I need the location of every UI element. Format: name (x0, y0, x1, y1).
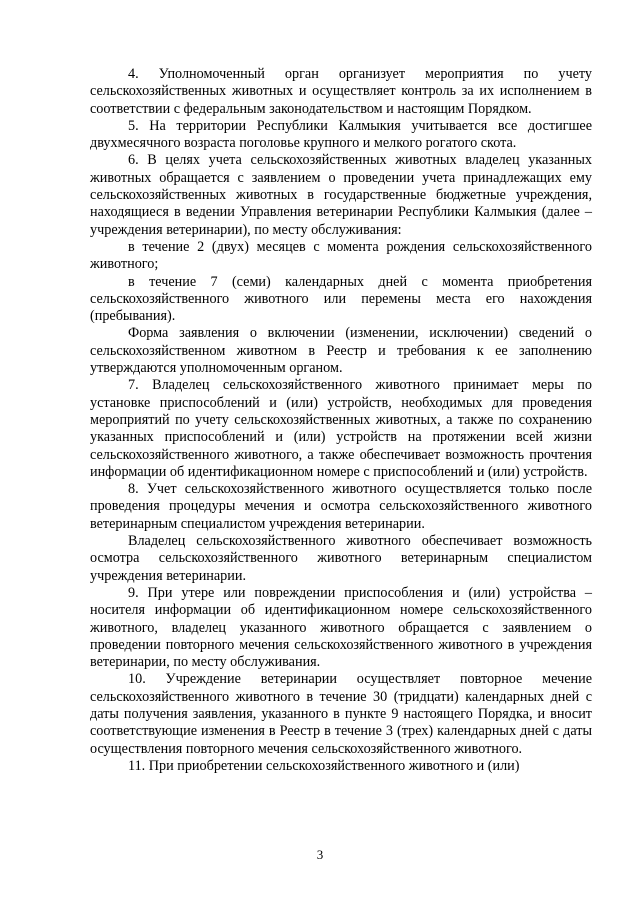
paragraph-item-11: 11. При приобретении сельскохозяйственного животного и (или) (128, 757, 520, 774)
paragraph-item-7: 7. Владелец сельскохозяйственного животного принимает меры по установке приспособлений и (или) устройств, необходимых для проведения мероприятий по учету сельскохозяйственных животных, а также по сохранению указанных приспособлений и (или) устройств на протяжении всей жизни сельскохозяйственного животного, а также обеспечивает возможность прочтения информации об идентификационном номере с приспособлений и (или) устройств. (90, 377, 592, 480)
paragraph-item-10: 10. Учреждение ветеринарии осуществляет повторное мечение сельскохозяйственного животного в течение 30 (тридцати) календарных дней с даты получения заявления, указанного в пункте 9 настоящего Порядка, и вносит соответствующие изменения в Реестр в течение 3 (трех) календарных дней с даты осуществления повторного мечения сельскохозяйственного животного. (90, 671, 592, 757)
document-body (90, 66, 592, 775)
paragraph-term-seven-days: в течение 7 (семи) календарных дней с момента приобретения сельскохозяйственного животного или перемены места его нахождения (пребывания). (90, 273, 592, 325)
paragraph-item-8: 8. Учет сельскохозяйственного животного осуществляется только после проведения процедуры мечения и осмотра сельскохозяйственного животного ветеринарным специалистом учреждения ветеринарии. (90, 481, 592, 532)
paragraph-item-9: 9. При утере или повреждении приспособления и (или) устройства – носителя информации об идентификационном номере сельскохозяйственного животного, владелец указанного животного обращается с заявлением о проведении повторного мечения сельскохозяйственного животного в учреждения ветеринарии, по месту обслуживания. (90, 584, 592, 671)
paragraph-application-form: Форма заявления о включении (изменении, исключении) сведений о сельскохозяйственном животном в Реестр и требования к ее заполнению утверждаются уполномоченным органом. (90, 325, 592, 377)
paragraph-item-5: 5. На территории Республики Калмыкия учитывается все достигшее двухмесячного возраста поголовье крупного и мелкого рогатого скота. (90, 117, 592, 152)
paragraph-owner-inspection: Владелец сельскохозяйственного животного обеспечивает возможность осмотра сельскохозяйственного животного ветеринарным специалистом учреждения ветеринарии. (90, 533, 592, 584)
paragraph-item-4: 4. Уполномоченный орган организует мероприятия по учету сельскохозяйственных животных и осуществляет контроль за их исполнением в соответствии с федеральным законодательством и настоящим Порядком. (90, 66, 592, 117)
paragraph-term-two-months: в течение 2 (двух) месяцев с момента рождения сельскохозяйственного животного; (90, 238, 592, 273)
paragraph-item-6: 6. В целях учета сельскохозяйственных животных владелец указанных животных обращается с заявлением о проведении учета принадлежащих ему сельскохозяйственных животных в государственные бюджетные учреждения, находящиеся в ведении Управления ветеринарии Республики Калмыкия (далее – учреждения ветеринарии), по месту обслуживания: (90, 152, 592, 238)
page-number: 3 (316, 847, 324, 862)
